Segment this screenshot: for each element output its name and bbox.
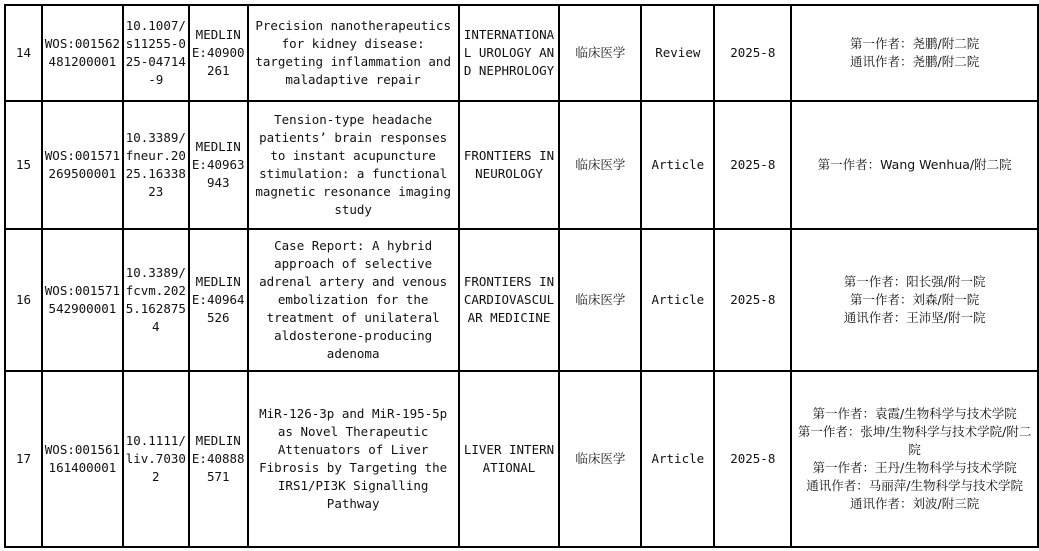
document-type: Article: [641, 229, 714, 371]
wos-accession: WOS:001561161400001: [42, 371, 123, 547]
journal-name: FRONTIERS IN CARDIOVASCULAR MEDICINE: [459, 229, 560, 371]
journal-name: FRONTIERS IN NEUROLOGY: [459, 101, 560, 229]
doi: 10.3389/fcvm.2025.1628754: [123, 229, 189, 371]
author-entry: 第一作者：Wang Wenhua/附二院: [817, 157, 1012, 172]
medline-id: MEDLINE:40888571: [189, 371, 248, 547]
journal-name: LIVER INTERNATIONAL: [459, 371, 560, 547]
table-row: [5, 371, 1038, 547]
row-index: 17: [5, 371, 42, 547]
author-list: [791, 371, 1038, 547]
subject-category: 临床医学: [559, 371, 641, 547]
article-title: Precision nanotherapeutics for kidney disease: targeting inflammation and maladaptive repair: [248, 5, 459, 101]
publication-date: 2025-8: [714, 101, 791, 229]
medline-id: MEDLINE:40900261: [189, 5, 248, 101]
medline-id: MEDLINE:40963943: [189, 101, 248, 229]
author-entry: 通讯作者：王沛坚/附一院: [843, 310, 986, 325]
row-index: 14: [5, 5, 42, 101]
author-entry: 第一作者：王丹/生物科学与技术学院: [812, 460, 1017, 475]
table-row: [5, 229, 1038, 371]
author-entry: 第一作者：阳长强/附一院: [843, 274, 986, 289]
author-list: [791, 101, 1038, 229]
document-type: Article: [641, 101, 714, 229]
publication-table: [4, 4, 1039, 548]
author-entry: 第一作者：尧鹏/附二院: [850, 36, 980, 51]
author-list: [791, 229, 1038, 371]
doi: 10.3389/fneur.2025.1633823: [123, 101, 189, 229]
document-type: Review: [641, 5, 714, 101]
author-entry: 第一作者：张坤/生物科学与技术学院/附二院: [797, 424, 1032, 457]
publication-date: 2025-8: [714, 371, 791, 547]
journal-name: INTERNATIONAL UROLOGY AND NEPHROLOGY: [459, 5, 560, 101]
subject-category: 临床医学: [559, 229, 641, 371]
wos-accession: WOS:001562481200001: [42, 5, 123, 101]
article-title: Tension-type headache patients’ brain responses to instant acupuncture stimulation: a functional magnetic resonance imaging study: [248, 101, 459, 229]
wos-accession: WOS:001571269500001: [42, 101, 123, 229]
subject-category: 临床医学: [559, 5, 641, 101]
doi: 10.1111/liv.70302: [123, 371, 189, 547]
row-index: 16: [5, 229, 42, 371]
doi: 10.1007/s11255-025-04714-9: [123, 5, 189, 101]
author-list: [791, 5, 1038, 101]
author-entry: 第一作者：袁霞/生物科学与技术学院: [812, 406, 1017, 421]
row-index: 15: [5, 101, 42, 229]
publication-date: 2025-8: [714, 5, 791, 101]
publication-date: 2025-8: [714, 229, 791, 371]
author-entry: 通讯作者：马丽萍/生物科学与技术学院: [806, 478, 1023, 493]
author-entry: 通讯作者：刘波/附三院: [850, 496, 980, 511]
article-title: Case Report: A hybrid approach of selective adrenal artery and venous embolization for the treatment of unilateral aldosterone-producing adenoma: [248, 229, 459, 371]
medline-id: MEDLINE:40964526: [189, 229, 248, 371]
table-row: [5, 101, 1038, 229]
author-entry: 第一作者：刘森/附一院: [850, 292, 980, 307]
wos-accession: WOS:001571542900001: [42, 229, 123, 371]
table-row: [5, 5, 1038, 101]
article-title: MiR-126-3p and MiR-195-5p as Novel Therapeutic Attenuators of Liver Fibrosis by Targeting the IRS1/PI3K Signalling Pathway: [248, 371, 459, 547]
subject-category: 临床医学: [559, 101, 641, 229]
document-type: Article: [641, 371, 714, 547]
author-entry: 通讯作者：尧鹏/附二院: [850, 54, 980, 69]
